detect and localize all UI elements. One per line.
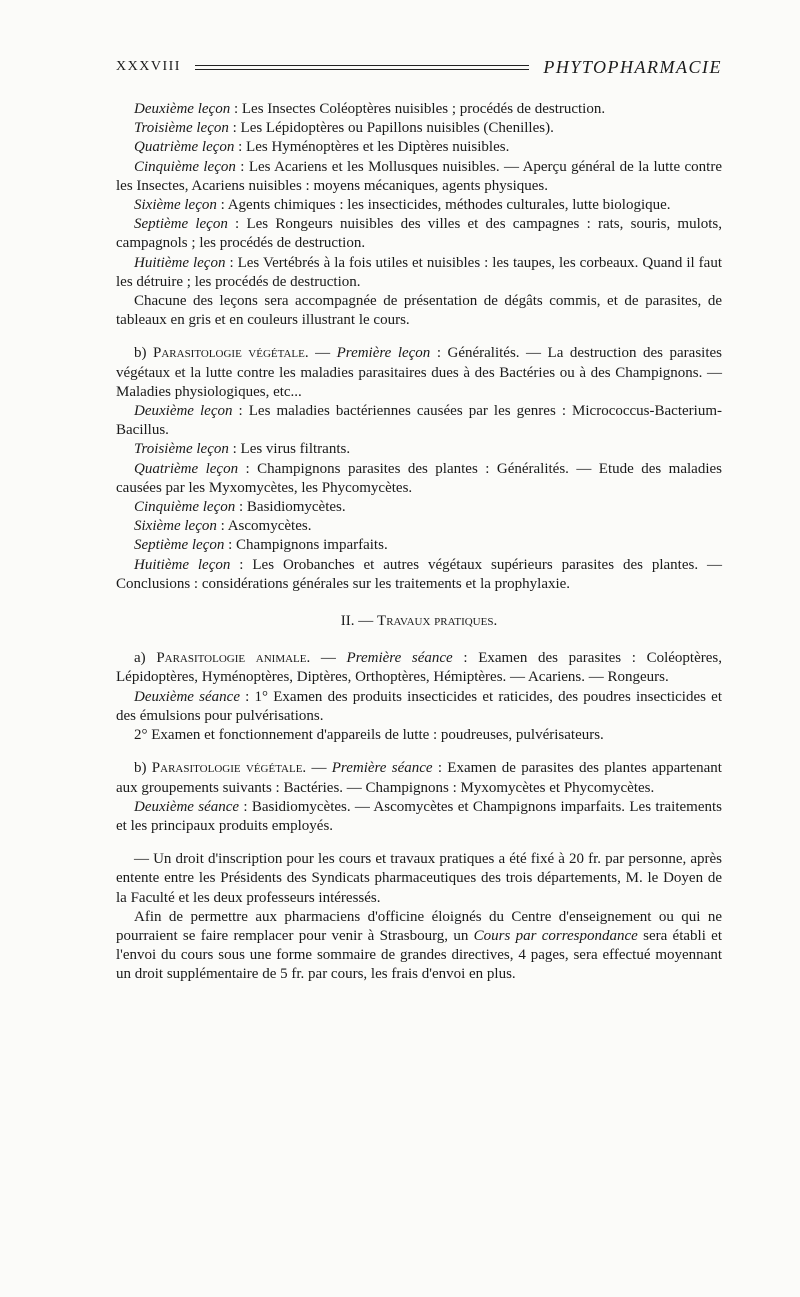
text-run: : Examen de parasites des plantes appartenant aux groupements suivants : Bactéries. — Champignons : Myxomycètes et Phycomycètes.	[116, 760, 722, 796]
italic-run: Première séance	[346, 650, 453, 667]
paragraph	[116, 498, 722, 517]
small-caps-run: Parasitologie animale.	[156, 650, 311, 667]
italic-run: Huitième leçon	[134, 556, 231, 573]
text-run: Afin de permettre aux pharmaciens d'officine éloignés du Centre d'enseignement ou qui ne pourraient se faire remplacer pour venir à Strasbourg, un	[116, 908, 722, 944]
paragraph	[116, 460, 722, 498]
italic-run: Première leçon	[336, 345, 431, 362]
text-run: —	[310, 650, 347, 667]
paragraph	[116, 119, 722, 138]
text-run: : Les Hyménoptères et les Diptères nuisibles.	[234, 139, 510, 156]
text-run: : Les maladies bactériennes causées par les genres : Micrococcus-Bacterium-Bacillus.	[116, 403, 722, 439]
text-run: b)	[134, 345, 153, 362]
text-run: : Les Acariens et les Mollusques nuisibles. — Aperçu général de la lutte contre les Insectes, Acariens nuisibles : moyens mécaniques, agents physiques.	[116, 158, 722, 194]
paragraph	[116, 138, 722, 157]
text-run: : Les Vertébrés à la fois utiles et nuisibles : les taupes, les corbeaux. Quand il faut les détruire ; les procédés de destruction.	[116, 254, 722, 290]
text-run: 2° Examen et fonctionnement d'appareils de lutte : poudreuses, pulvérisateurs.	[134, 727, 604, 744]
paragraph	[116, 100, 722, 119]
text-run: : 1° Examen des produits insecticides et raticides, des poudres insecticides et des émulsions pour pulvérisations.	[116, 688, 722, 724]
paragraph	[116, 196, 722, 215]
small-caps-run: Parasitologie végétale.	[151, 760, 307, 777]
italic-run: Quatrième leçon	[134, 460, 239, 477]
paragraph	[116, 254, 722, 292]
italic-run: Huitième leçon	[134, 254, 226, 271]
text-run: : Les Rongeurs nuisibles des villes et des campagnes : rats, souris, mulots, campagnols ; les procédés de destruction.	[116, 216, 723, 252]
paragraph	[116, 215, 722, 253]
text-run: : Champignons parasites des plantes : Généralités. — Etude des maladies causées par les Myxomycètes, les Phycomycètes.	[116, 460, 722, 496]
small-caps-run: Travaux pratiques.	[377, 613, 498, 630]
text-run: : Généralités. — La destruction des parasites végétaux et la lutte contre les maladies parasitaires dues à des Bactéries ou à des Champignons. — Maladies physiologiques, etc...	[116, 345, 722, 400]
paragraph	[116, 344, 722, 402]
paragraph	[116, 726, 722, 745]
paragraph	[116, 158, 722, 196]
paragraph	[116, 688, 722, 726]
italic-run: Cours par correspondance	[473, 927, 638, 944]
text-run: : Champignons imparfaits.	[224, 537, 388, 554]
italic-run: Deuxième leçon	[134, 403, 233, 420]
paragraph	[116, 536, 722, 555]
italic-run: Cinquième leçon	[134, 499, 236, 516]
italic-run: Troisième leçon	[134, 441, 229, 458]
text-run: : Les virus filtrants.	[228, 441, 351, 458]
text-run: II. —	[340, 613, 378, 630]
text-run: sera établi et l'envoi du cours sous une forme sommaire de grandes directives, 4 pages, sera effectué moyennant un droit supplémentaire de 5 fr. par cours, les frais d'envoi en plus.	[116, 927, 722, 983]
paragraph	[116, 402, 722, 440]
text-run: Chacune des leçons sera accompagnée de présentation de dégâts commis, et de parasites, de tableaux en gris et en couleurs illustrant le cours.	[116, 293, 722, 329]
paragraph	[116, 850, 722, 908]
text-run: : Agents chimiques : les insecticides, méthodes culturales, lutte biologique.	[216, 197, 671, 214]
italic-run: Deuxième leçon	[134, 101, 231, 117]
section-heading	[116, 612, 722, 631]
text-run: a)	[134, 650, 157, 667]
text-run: —	[308, 345, 337, 362]
page-number: XXXVIII	[116, 59, 181, 74]
paragraph	[116, 908, 722, 985]
paragraph	[116, 517, 722, 536]
text-run: : Les Lépidoptères ou Papillons nuisibles (Chenilles).	[228, 120, 554, 137]
italic-run: Troisième leçon	[134, 120, 229, 137]
paragraph	[116, 649, 722, 687]
text-run: : Examen des parasites : Coléoptères, Lépidoptères, Hyménoptères, Diptères, Orthoptères, Hémiptères. — Acariens. — Rongeurs.	[116, 650, 722, 686]
paragraph	[116, 440, 722, 459]
body-text	[116, 100, 722, 985]
text-run: — Un droit d'inscription pour les cours et travaux pratiques a été fixé à 20 fr. par personne, après entente entre les Présidents des Syndicats pharmaceutiques des trois départements, M. le Doyen de la Faculté et les deux professeurs intéressés.	[116, 851, 722, 906]
text-run: : Les Orobanches et autres végétaux supérieurs parasites des plantes. — Conclusions : considérations générales sur les traitements et la prophylaxie.	[116, 556, 723, 592]
page-header	[116, 52, 722, 82]
italic-run: Septième leçon	[134, 216, 228, 233]
text-run: : Ascomycètes.	[216, 518, 312, 535]
paragraph	[116, 798, 722, 836]
paragraph	[116, 556, 722, 594]
paragraph	[116, 292, 722, 330]
text-run: : Basidiomycètes.	[235, 499, 346, 516]
text-run: b)	[134, 760, 152, 777]
text-run: : Basidiomycètes. — Ascomycètes et Champignons imparfaits. Les traitements et les principaux produits employés.	[116, 798, 722, 834]
italic-run: Septième leçon	[134, 537, 225, 554]
text-run: : Les Insectes Coléoptères nuisibles ; procédés de destruction.	[230, 101, 606, 117]
small-caps-run: Parasitologie végétale.	[153, 345, 309, 362]
running-title: PHYTOPHARMACIE	[543, 56, 722, 77]
italic-run: Cinquième leçon	[134, 158, 236, 175]
italic-run: Deuxième séance	[134, 688, 240, 705]
italic-run: Sixième leçon	[134, 518, 217, 535]
italic-run: Sixième leçon	[134, 197, 217, 214]
paragraph	[116, 759, 722, 797]
italic-run: Deuxième séance	[134, 798, 240, 815]
italic-run: Première séance	[331, 760, 433, 777]
text-run: —	[306, 760, 332, 777]
italic-run: Quatrième leçon	[134, 139, 235, 156]
header-double-rule	[195, 65, 529, 70]
